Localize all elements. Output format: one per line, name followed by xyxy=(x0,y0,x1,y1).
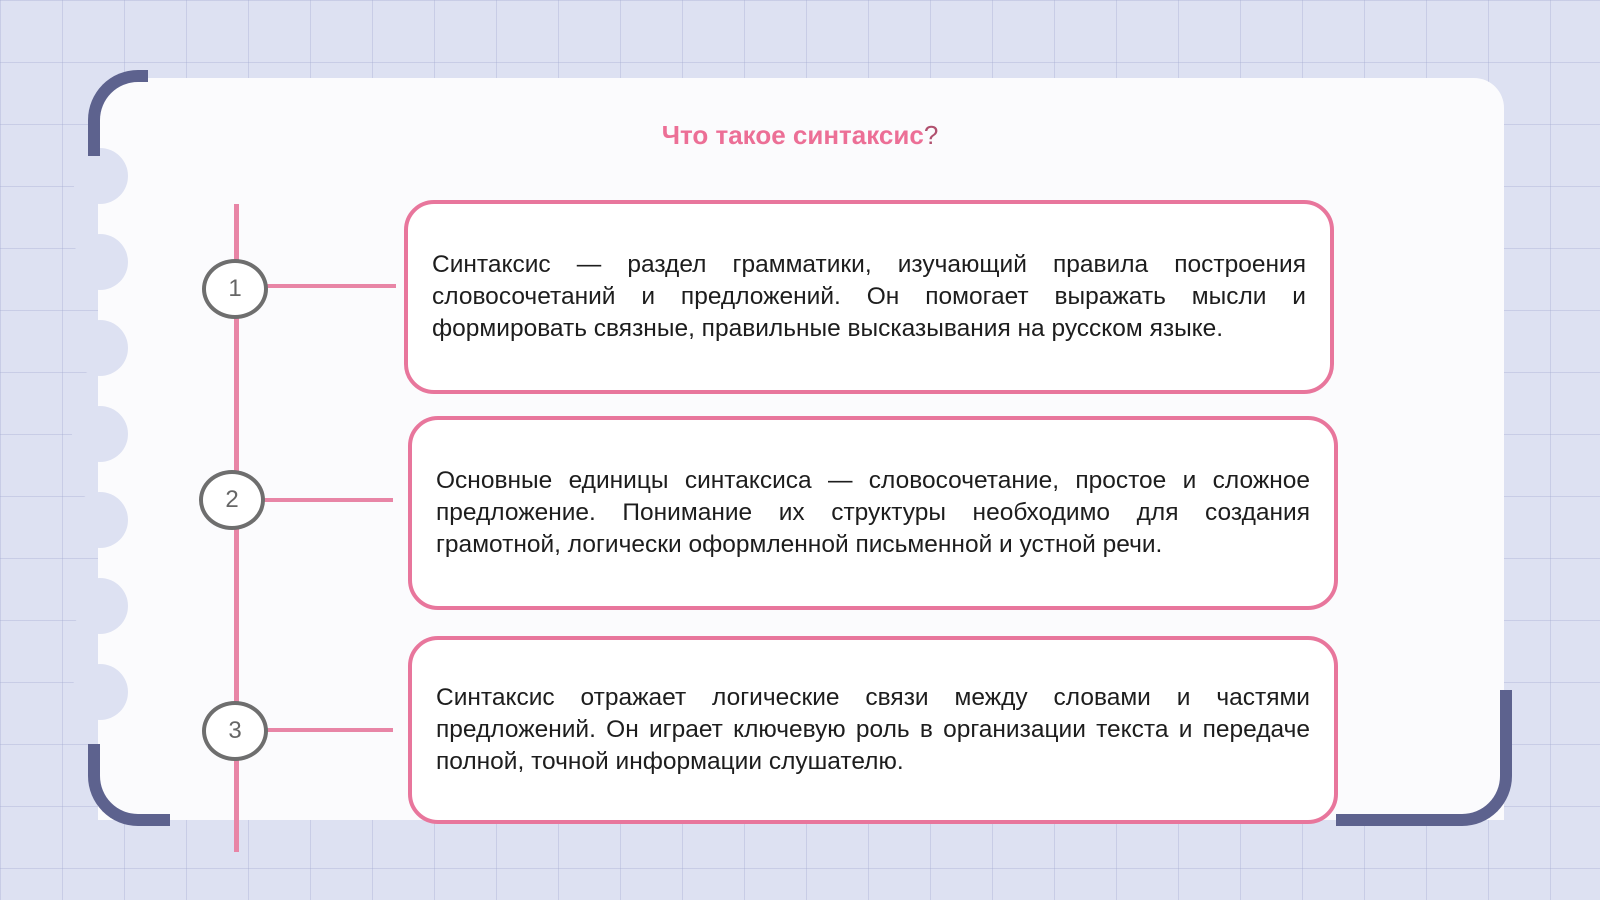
corner-bracket-bottom-right xyxy=(1336,690,1512,826)
step-number-circle xyxy=(202,701,268,761)
step-text: Синтаксис — раздел грамматики, изучающий правила построения словосочетаний и предложений. Он помогает выражать мысли и формировать связные, правильные высказывания на русском языке. xyxy=(432,251,1306,342)
step-number: 2 xyxy=(225,486,239,513)
scallop-edge xyxy=(72,148,128,204)
step-text: Синтаксис отражает логические связи между словами и частями предложений. Он играет ключевую роль в организации текста и передаче полной, точной информации слушателю. xyxy=(436,684,1310,775)
step-connector xyxy=(263,498,393,502)
step-card xyxy=(408,416,1338,610)
step-number: 1 xyxy=(228,275,242,302)
step-card xyxy=(404,200,1334,394)
step-number: 3 xyxy=(228,717,242,744)
slide-title-text: Что такое синтаксис xyxy=(661,120,924,150)
scallop-edge xyxy=(72,320,128,376)
slide-title-question-mark: ? xyxy=(923,120,939,150)
slide-title xyxy=(500,120,1100,151)
step-text: Основные единицы синтаксиса — словосочетание, простое и сложное предложение. Понимание их структуры необходимо для создания грамотной, логически оформленной письменной и устной речи. xyxy=(436,467,1310,558)
corner-bracket-top-left xyxy=(88,70,148,156)
step-connector xyxy=(266,728,393,732)
scallop-edge xyxy=(72,406,128,462)
scallop-edge xyxy=(72,492,128,548)
step-number-circle xyxy=(199,470,265,530)
step-card xyxy=(408,636,1338,824)
step-number-circle xyxy=(202,259,268,319)
scallop-edge xyxy=(72,664,128,720)
step-connector xyxy=(266,284,396,288)
scallop-edge xyxy=(72,234,128,290)
scallop-edge xyxy=(72,578,128,634)
